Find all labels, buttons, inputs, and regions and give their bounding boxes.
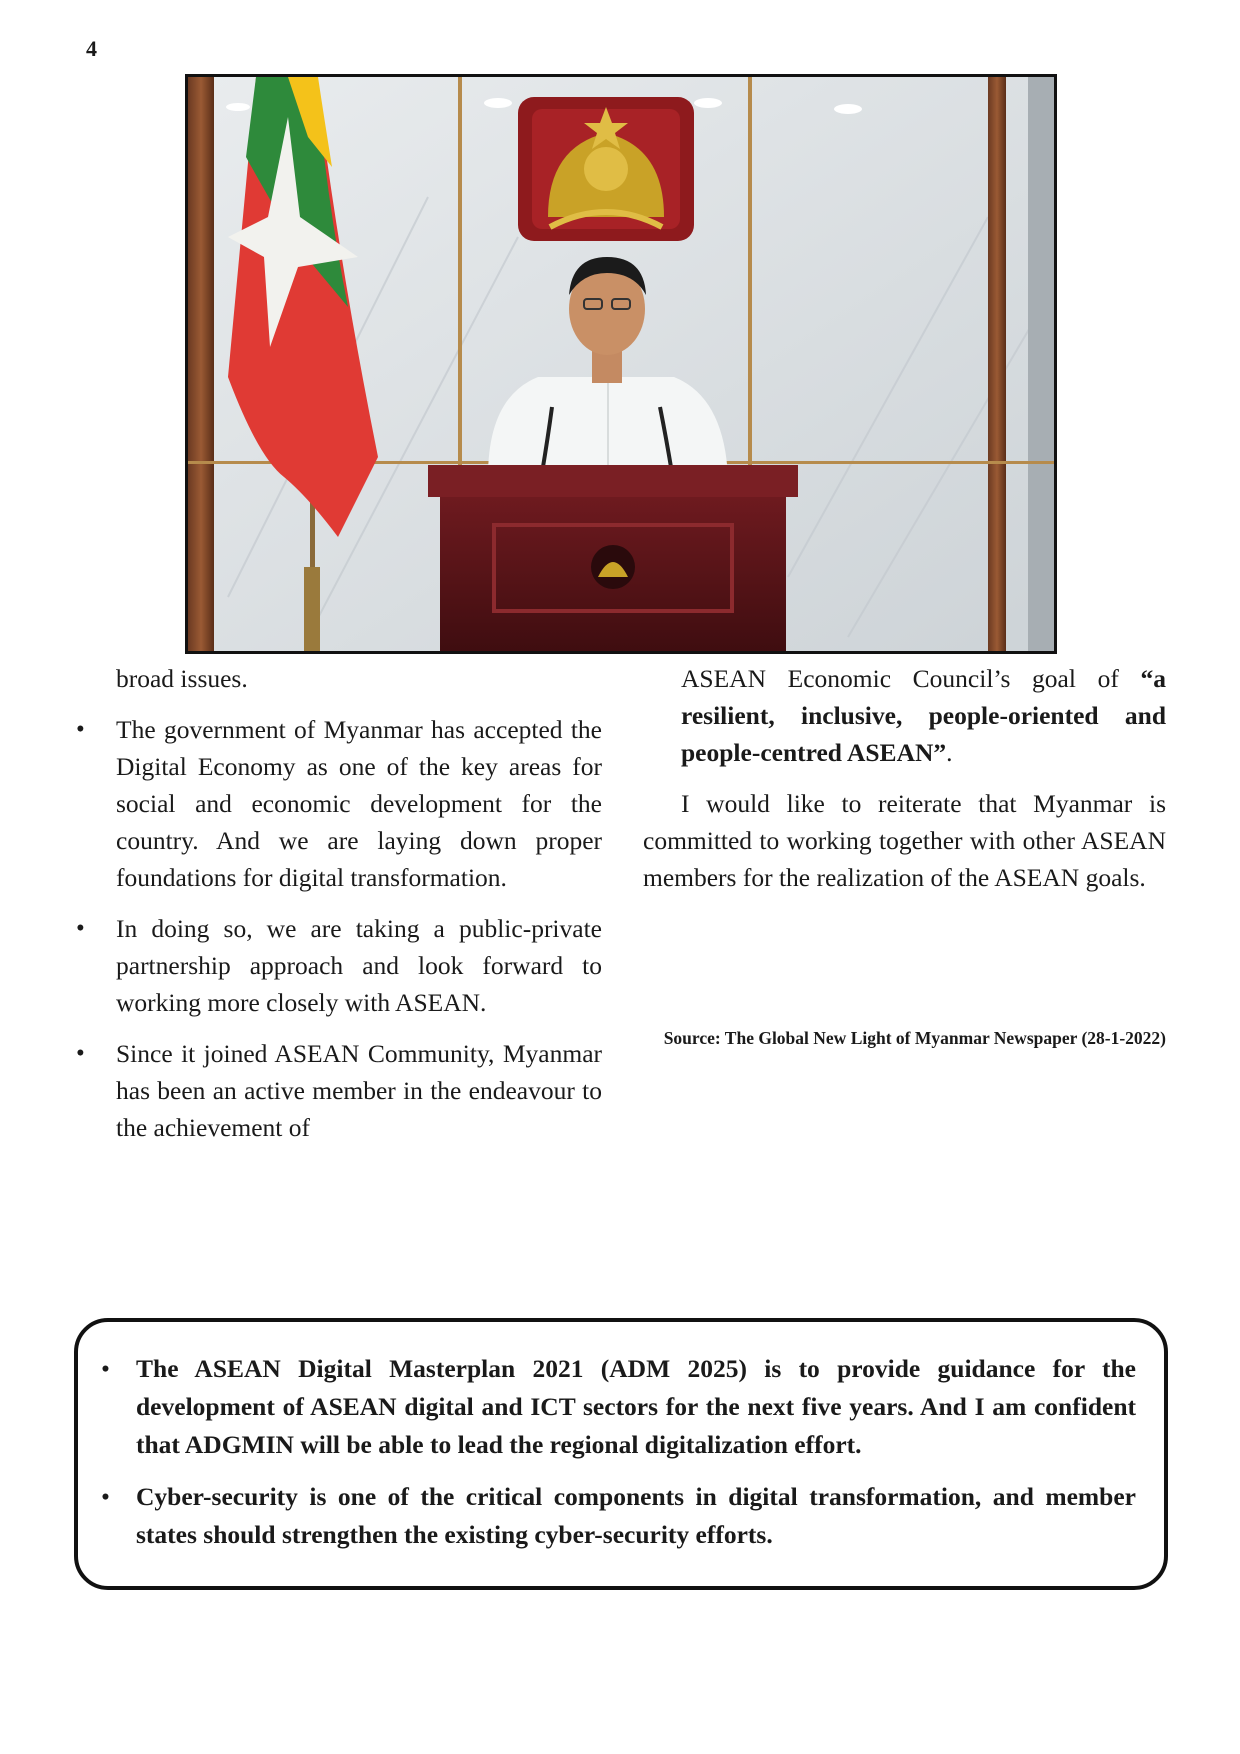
- continuation-plain-text: ASEAN Economic Council’s goal of: [681, 664, 1141, 693]
- reiterate-paragraph: I would like to reiterate that Myanmar is committed to working together with other ASEAN members for the realization of the ASEAN goals.: [643, 789, 1166, 892]
- bullet-asean-membership: • Since it joined ASEAN Community, Myanmar has been an active member in the endeavour to the achievement of: [116, 1035, 602, 1146]
- right-column: [643, 660, 1166, 896]
- asean-goal-quote: “a resilient, inclusive, people-oriented and people-centred ASEAN”: [681, 664, 1166, 767]
- page-number: 4: [86, 36, 97, 61]
- bullet-public-private-partnership: • In doing so, we are taking a public-private partnership approach and look forward to working more closely with ASEAN.: [116, 910, 602, 1021]
- continuation-text: broad issues.: [116, 664, 248, 693]
- highlight-box: [74, 1318, 1168, 1590]
- podium: [428, 465, 798, 651]
- highlight-bullet-list: [136, 1350, 1136, 1568]
- left-column: [116, 660, 602, 1160]
- continuation-paragraph: [643, 660, 1166, 771]
- highlight-bullet-adm-2025: • The ASEAN Digital Masterplan 2021 (ADM 2025) is to provide guidance for the development of ASEAN digital and ICT sectors for the next five years. And I am confident that ADGMIN will be able to lead the regional digitalization effort.: [136, 1350, 1136, 1464]
- photo-illustration: [188, 77, 1054, 651]
- highlight-bullet-cyber-security: • Cyber-security is one of the critical components in digital transformation, and member states should strengthen the existing cyber-security efforts.: [136, 1478, 1136, 1554]
- left-bullet-list: [116, 711, 602, 1146]
- continuation-end: .: [946, 738, 953, 767]
- source-citation: Source: The Global New Light of Myanmar Newspaper (28-1-2022): [663, 1028, 1166, 1048]
- speaker-at-podium-photo: [185, 74, 1057, 654]
- state-emblem: [518, 97, 694, 241]
- bullet-digital-economy: • The government of Myanmar has accepted the Digital Economy as one of the key areas for social and economic development for the country. And we are laying down proper foundations for digital transformation.: [116, 711, 602, 896]
